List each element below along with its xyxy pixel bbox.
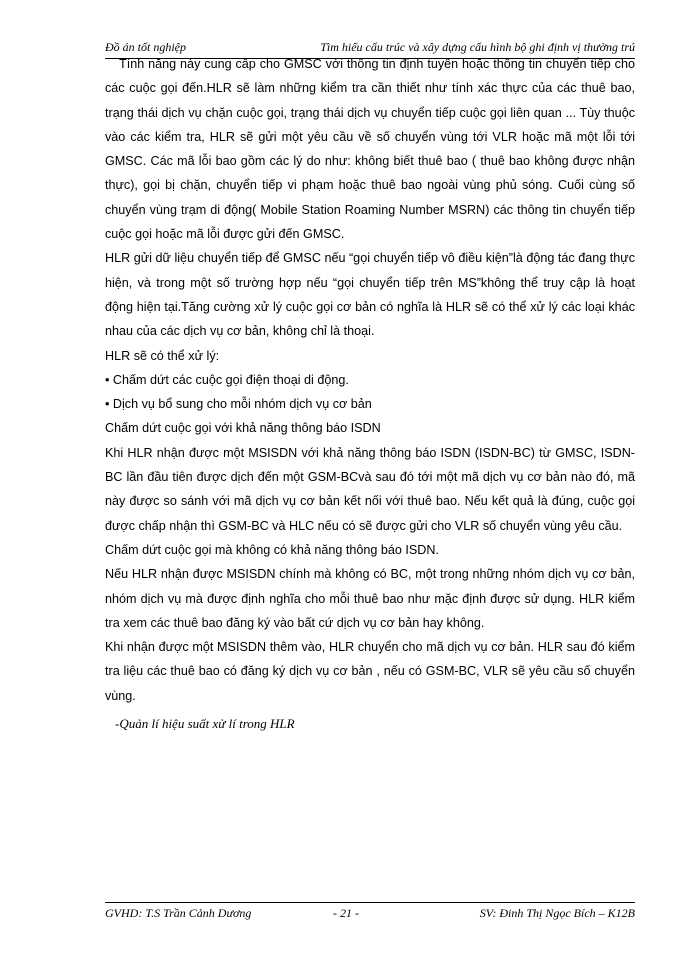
header-left-title: Đồ án tốt nghiệp xyxy=(105,40,186,54)
bullet-supplementary-services: • Dịch vụ bổ sung cho mỗi nhóm dịch vụ cơ bản xyxy=(105,397,372,412)
footer-student: SV: Đinh Thị Ngọc Bích – K12B xyxy=(479,906,635,920)
page-footer xyxy=(105,902,635,923)
heading-no-isdn-termination: Chấm dứt cuộc gọi mà không có khả năng thông báo ISDN. xyxy=(105,542,439,557)
paragraph-isdn-bc: Khi HLR nhận được một MSISDN với khả năng thông báo ISDN (ISDN-BC) từ GMSC, ISDN-BC lần đầu tiên được dịch đến một GSM-BCvà sau đó tới một mã dịch vụ cơ bản nào đó, mã này được so sánh với mã dịch vụ cơ bản kết nối với thuê bao. Nếu kết quả là đúng, cuộc gọi được chấp nhận thì GSM-BC và HLC nếu có sẽ được gửi cho VLR số chuyển vùng yêu cầu. xyxy=(105,445,635,533)
paragraph-additional-msisdn: Khi nhận được một MSISDN thêm vào, HLR chuyển cho mã dịch vụ cơ bản. HLR sau đó kiểm tra liệu các thuê bao có đăng ký dịch vụ cơ bản , nếu có GSM-BC, VLR sẽ yêu cầu số chuyển vùng. xyxy=(105,640,635,703)
header-right-title: Tìm hiểu cấu trúc và xây dựng cấu hình bộ ghi định vị thường trú xyxy=(320,40,635,54)
document-body xyxy=(105,52,635,736)
heading-isdn-termination: Chấm dứt cuộc gọi với khả năng thông báo ISDN xyxy=(105,421,381,436)
footer-supervisor: GVHD: T.S Trần Cảnh Dương xyxy=(105,906,252,920)
paragraph-routing-info: Tính năng này cung cấp cho GMSC với thông tin định tuyến hoặc thông tin chuyển tiếp cho các cuộc gọi đến.HLR sẽ làm những kiểm tra cần thiết như tính xác thực của các thuê bao, trạng thái dịch vụ chặn cuộc gọi, trạng thái dịch vụ chuyển tiếp cuộc gọi liên quan ... Tùy thuộc vào các kiểm tra, HLR sẽ gửi một yêu cầu về số chuyển vùng tới VLR hoặc mã một lỗi tới GMSC. Các mã lỗi bao gồm các lý do như: không biết thuê bao ( thuê bao không được nhận thực), gọi bị chặn, chuyển tiếp vi phạm hoặc thuê bao ngoài vùng phủ sóng. Cuối cùng số chuyển vùng trạm di động( Mobile Station Roaming Number MSRN) các thông tin chuyển tiếp cuộc gọi hoặc mã lỗi được gửi đến GMSC. xyxy=(105,57,635,242)
section-heading-performance: -Quản lí hiệu suất xử lí trong HLR xyxy=(115,716,295,732)
paragraph-forwarding-data: HLR gửi dữ liệu chuyển tiếp để GMSC nếu “gọi chuyển tiếp vô điều kiện”là động tác đang thực hiện, và trong một số trường hợp nếu “gọi chuyển tiếp trên MS”không thể truy cập là hoạt động hiện tại.Tăng cường xử lý cuộc gọi cơ bản có nghĩa là HLR sẽ có thể xử lý các loại khác nhau của các dịch vụ cơ bản, không chỉ là thoại. xyxy=(105,251,635,339)
bullet-mobile-call-termination: • Chấm dứt các cuộc gọi điện thoại di động. xyxy=(105,372,349,387)
footer-page-number: - 21 - xyxy=(333,906,359,920)
paragraph-no-bc: Nếu HLR nhận được MSISDN chính mà không có BC, một trong những nhóm dịch vụ cơ bản, nhóm dịch vụ mà được định nghĩa cho mỗi thuê bao như mặc định được sử dụng. HLR kiểm tra xem các thuê bao đăng ký vào bất cứ dịch vụ cơ bản hay không. xyxy=(105,567,635,630)
paragraph-hlr-capabilities: HLR sẽ có thể xử lý: xyxy=(105,348,220,363)
